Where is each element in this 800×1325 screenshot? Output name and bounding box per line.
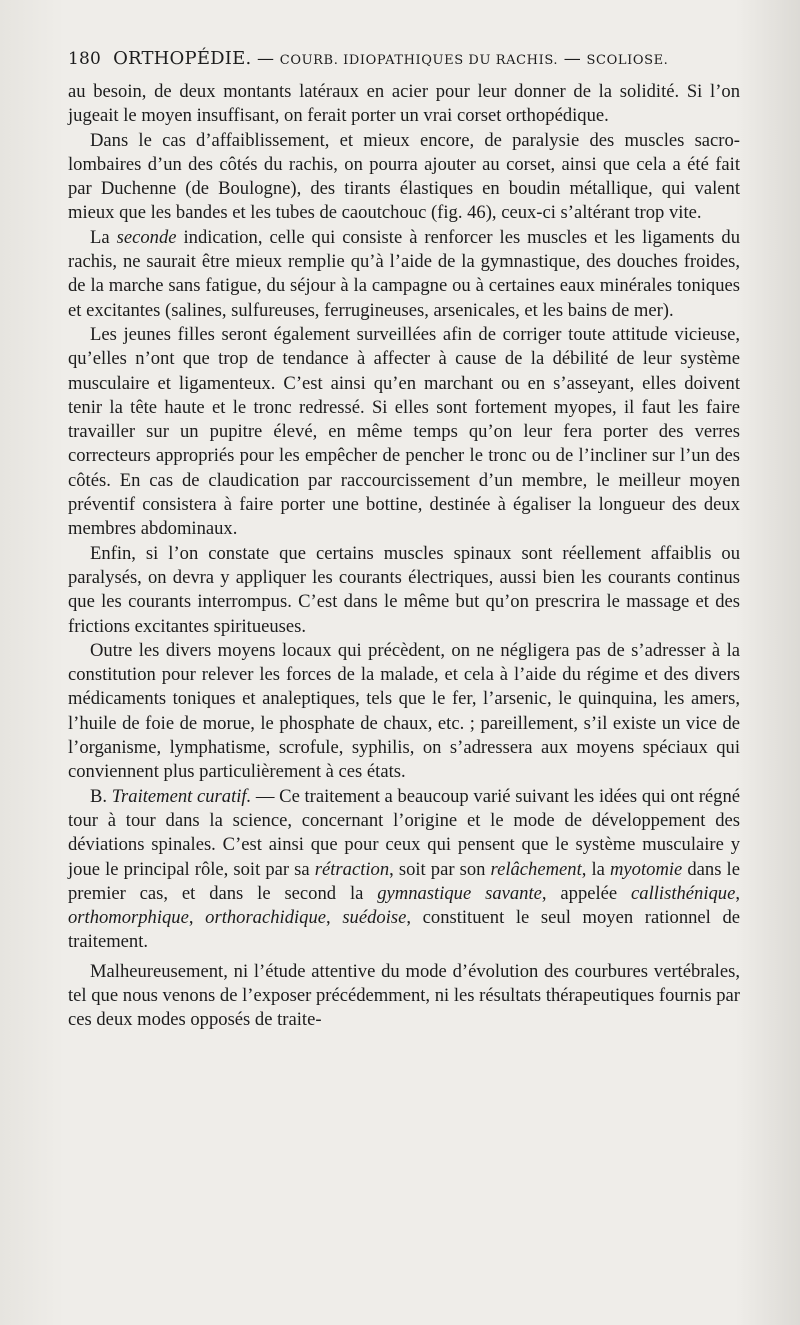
header-separator: — [558,49,587,69]
italic-term: relâchement [490,858,582,880]
italic-term: callisthénique [631,882,736,904]
paragraph-malheureusement: Malheureusement, ni l’étude attentive du mode d’évolution des courbures vertébrales, tel que nous venons de l’exposer précédemment, ni les résultats thérapeutiques fournis par ces deux modes opposés de traite- [68,960,740,1031]
paragraph-enfin: Enfin, si l’on constate que certains muscles spinaux sont réellement affaiblis ou paralysés, on devra y appliquer les courants électriques, aussi bien les courants continus que les courants interrompus. C’est dans le même but qu’on prescrira le massage et des frictions excitantes spiritueuses. [68,542,740,637]
text-run: , appelée [541,882,632,904]
paragraph-traitement-curatif [68,785,740,955]
page-number: 180 [68,49,102,69]
italic-term: suédoise [342,907,407,929]
italic-term: orthomorphique [68,907,189,929]
text-run: , constituent le seul moyen rationnel de traitement. [68,907,741,953]
text-run: B. [90,785,112,807]
section-heading-italic: Traitement curatif. [111,785,252,807]
italic-term: gymnastique savante [377,882,542,904]
text-run: , [735,882,741,904]
italic-term: myotomie [610,858,683,880]
text-run: — Ce traitement a beaucoup varié suivant les idées qui ont régné tour à tour dans la science, concernant l’origine et le mode de développement des déviations spinales. C’est ainsi que pour ceux qui pensent que le système musculaire y joue le principal rôle, soit par sa [68,785,740,880]
text-run: dans le premier cas, et dans le second la [68,858,740,904]
italic-term: rétraction [314,858,390,880]
italic-term: seconde [116,226,177,248]
text-run: , la [581,858,610,880]
text-run: , [188,907,206,929]
paragraph-continuation: au besoin, de deux montants latéraux en acier pour leur donner de la solidité. Si l’on jugeait le moyen insuffisant, on ferait porter un vrai corset orthopédique. [68,81,740,127]
text-run: , soit par son [389,858,491,880]
paragraph-seconde-indication [68,226,740,323]
running-header [68,48,740,69]
header-section: COURB. IDIOPATHIQUES DU RACHIS. [279,53,559,68]
text-run: , [326,907,343,929]
header-subsection: SCOLIOSE. [586,53,669,68]
paragraph-paralysie: Dans le cas d’affaiblissement, et mieux encore, de paralysie des muscles sacro-lombaires d’un des côtés du rachis, on pourra ajouter au corset, ainsi que cela a été fait par Duchenne (de Boulogne), des tirants élastiques en boudin métallique, qui valent mieux que les bandes et les tubes de caoutchouc (fig. 46), ceux-ci s’altérant trop vite. [68,129,740,224]
header-title: ORTHOPÉDIE. [113,48,252,69]
italic-term: orthorachidique [205,907,327,929]
text-run: indication, celle qui consiste à renforcer les muscles et les ligaments du rachis, ne saurait être mieux remplie qu’à l’aide de la gymnastique, des douches froides, de la marche sans fatigue, du séjour à la campagne ou à certaines eaux minérales toniques et excitantes (salines, sulfureuses, ferrugineuses, arsenicales, et les bains de mer). [68,226,741,321]
text-run: La [90,226,117,248]
header-separator: — [251,49,280,69]
paragraph-jeunes-filles: Les jeunes filles seront également surveillées afin de corriger toute attitude vicieuse, qu’elles n’ont que trop de tendance à affecter à cause de la débilité de leur système musculaire et ligamenteux. C’est ainsi qu’en marchant ou en s’asseyant, elles doivent tenir la tête haute et le tronc redressé. Si elles sont fortement myopes, il faut les faire travailler sur un pupitre élevé, en même temps qu’on leur fera porter des verres correcteurs appropriés pour les empêcher de pencher le tronc ou de l’incliner sur l’un des côtés. En cas de claudication par raccourcissement d’un membre, le meilleur moyen préventif consistera à faire porter une bottine, destinée à égaliser la longueur des deux membres abdominaux. [68,323,740,540]
paragraph-outre: Outre les divers moyens locaux qui précèdent, on ne négligera pas de s’adresser à la constitution pour relever les forces de la malade, et cela à l’aide du régime et des divers médicaments toniques et analeptiques, tels que le fer, l’arsenic, le quinquina, les amers, l’huile de foie de morue, le phosphate de chaux, etc. ; pareillement, s’il existe un vice de l’organisme, lymphatisme, scrofule, syphilis, on s’adressera aux moyens spéciaux qui conviennent plus particulièrement à ces états. [68,639,740,783]
body-text [68,80,740,1033]
